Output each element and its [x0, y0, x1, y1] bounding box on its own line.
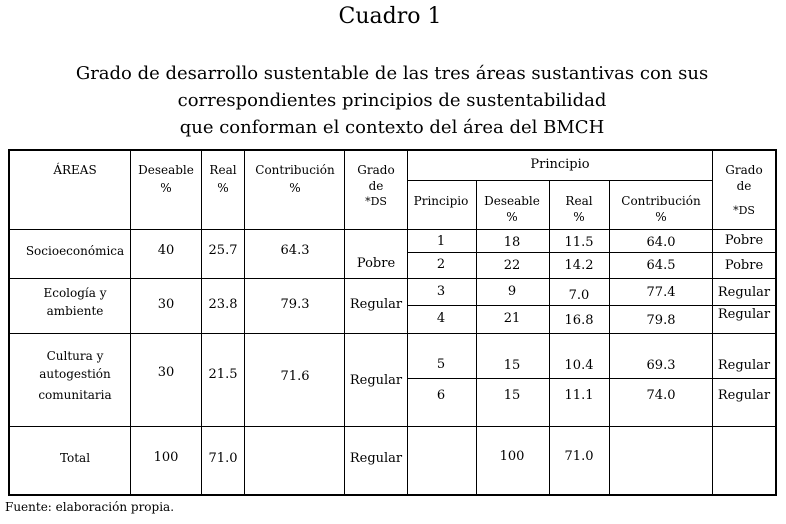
header-p-deseable: Deseable: [484, 194, 540, 208]
principle-deseable: 15: [503, 388, 521, 403]
area-deseable: 40: [157, 243, 175, 258]
area-real: 25.7: [208, 243, 238, 258]
principle-contribucion: 74.0: [646, 388, 676, 403]
principle-contribucion: 64.0: [646, 235, 676, 250]
principle-contribucion: 64.5: [646, 258, 676, 273]
header-real-unit: %: [217, 181, 229, 195]
area-grado: Regular: [349, 373, 403, 388]
principle-grado: Regular: [717, 307, 771, 322]
principle-number: 1: [436, 234, 446, 249]
principle-contribucion: 69.3: [646, 358, 676, 373]
header-p-real-unit: %: [573, 210, 585, 224]
principle-contribucion: 77.4: [646, 285, 676, 300]
area-name: Socioeconómica: [25, 244, 125, 258]
principle-deseable: 22: [503, 258, 521, 273]
area-name: Ecología y: [43, 286, 107, 300]
principle-real: 16.8: [564, 313, 594, 328]
header-principio-group: Principio: [530, 157, 590, 172]
header-grado: Grado: [357, 163, 395, 177]
principle-number: 4: [436, 311, 446, 326]
area-real: 21.5: [208, 367, 238, 382]
area-contribucion: 71.6: [280, 369, 310, 384]
area-contribucion: 64.3: [280, 243, 310, 258]
header-p-grado: Grado: [725, 163, 763, 177]
principle-contribucion: 79.8: [646, 313, 676, 328]
area-grado: Pobre: [356, 256, 396, 271]
principle-grado: Regular: [717, 388, 771, 403]
header-p-contribucion-unit: %: [655, 210, 667, 224]
principle-grado: Pobre: [724, 258, 764, 273]
principle-deseable: 9: [507, 284, 517, 299]
principle-grado: Regular: [717, 358, 771, 373]
header-p-grado-de: de: [736, 179, 752, 193]
principle-deseable: 15: [503, 358, 521, 373]
principle-number: 2: [436, 257, 446, 272]
area-contribucion: 79.3: [280, 297, 310, 312]
header-p-real: Real: [565, 194, 593, 208]
area-name: Cultura y: [46, 349, 104, 363]
principle-real: 11.1: [564, 388, 594, 403]
area-grado: Regular: [349, 297, 403, 312]
principle-real: 10.4: [564, 358, 594, 373]
principle-number: 3: [436, 284, 446, 299]
table-heading: Cuadro 1: [338, 4, 442, 29]
principle-grado: Pobre: [724, 233, 764, 248]
table-title-line-2: correspondientes principios de sustentabilidad: [177, 90, 607, 111]
total-grado: Regular: [349, 451, 403, 466]
header-contribucion-unit: %: [289, 181, 301, 195]
area-real: 23.8: [208, 297, 238, 312]
header-areas: ÁREAS: [53, 163, 97, 177]
total-real: 71.0: [208, 451, 238, 466]
principle-deseable: 21: [503, 311, 521, 326]
total-p-real: 71.0: [564, 449, 594, 464]
principle-real: 11.5: [564, 235, 594, 250]
header-grado-de: de: [368, 179, 384, 193]
table-title-line-3: que conforman el contexto del área del BMCH: [179, 117, 605, 138]
area-name-line-2: autogestión: [39, 367, 111, 381]
header-p-deseable-unit: %: [506, 210, 518, 224]
total-deseable: 100: [153, 450, 179, 465]
principle-deseable: 18: [503, 235, 521, 250]
source-footnote: Fuente: elaboración propia.: [5, 500, 175, 514]
header-real: Real: [209, 163, 237, 177]
area-name-line-2: ambiente: [46, 304, 104, 318]
principle-number: 6: [436, 388, 446, 403]
total-label: Total: [59, 451, 91, 465]
header-deseable-unit: %: [160, 181, 172, 195]
header-p-grado-ds: *DS: [733, 204, 755, 217]
header-p-contribucion: Contribución: [621, 194, 701, 208]
principle-grado: Regular: [717, 285, 771, 300]
principle-number: 5: [436, 357, 446, 372]
area-deseable: 30: [157, 365, 175, 380]
header-contribucion: Contribución: [255, 163, 335, 177]
header-deseable: Deseable: [138, 163, 194, 177]
principle-real: 7.0: [568, 288, 590, 303]
header-grado-ds: *DS: [365, 195, 387, 208]
header-principio: Principio: [413, 194, 469, 208]
principle-real: 14.2: [564, 258, 594, 273]
area-name-line-3: comunitaria: [38, 388, 112, 402]
table-title-line-1: Grado de desarrollo sustentable de las tres áreas sustantivas con sus: [75, 63, 709, 84]
area-deseable: 30: [157, 297, 175, 312]
total-p-deseable: 100: [499, 449, 525, 464]
